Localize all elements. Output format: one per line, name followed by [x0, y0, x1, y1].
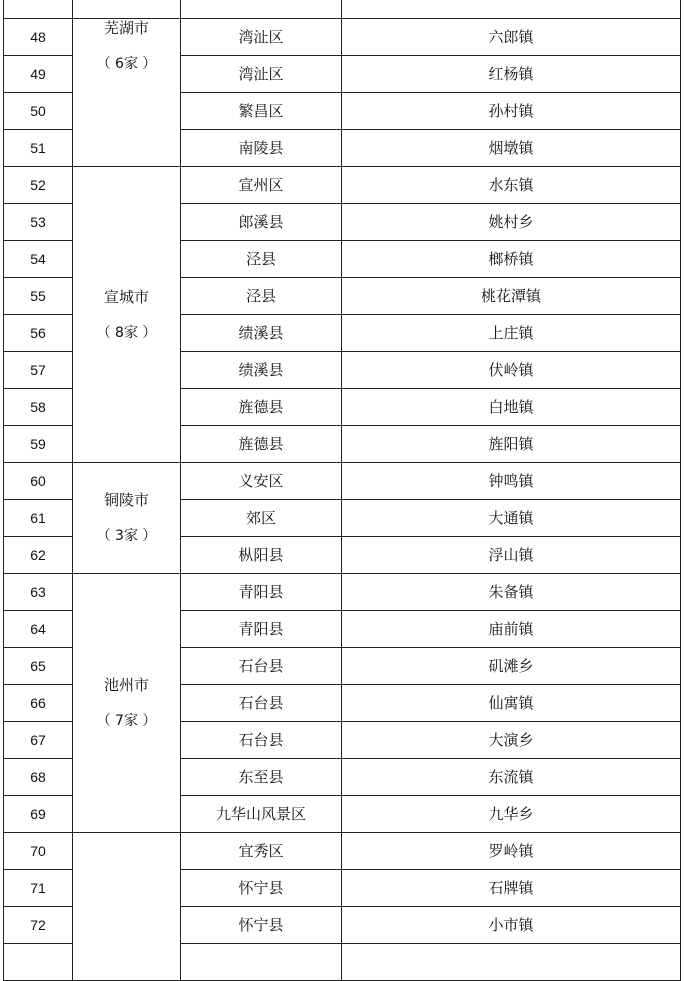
town-list-table-wrapper [3, 0, 680, 981]
row-number: 65 [4, 648, 73, 685]
town-list-table [3, 0, 681, 981]
row-number: 55 [4, 278, 73, 315]
town-cell: 水东镇 [342, 167, 681, 204]
town-cell: 钟鸣镇 [342, 463, 681, 500]
row-number: 52 [4, 167, 73, 204]
table-row [4, 463, 681, 500]
city-count: （ 3家 ） [96, 528, 157, 544]
town-cell: 旌阳镇 [342, 426, 681, 463]
town-cell: 大演乡 [342, 722, 681, 759]
row-number [4, 944, 73, 981]
town-cell: 仙寓镇 [342, 685, 681, 722]
county-cell [181, 0, 342, 19]
city-count: （ 7家 ） [96, 713, 157, 729]
county-cell: 湾沚区 [181, 19, 342, 56]
city-cell-wuhu [73, 19, 181, 167]
row-number: 59 [4, 426, 73, 463]
county-cell: 青阳县 [181, 611, 342, 648]
town-cell: 烟墩镇 [342, 130, 681, 167]
county-cell: 青阳县 [181, 574, 342, 611]
town-cell: 朱备镇 [342, 574, 681, 611]
table-row [4, 833, 681, 870]
county-cell: 绩溪县 [181, 352, 342, 389]
town-cell: 六郎镇 [342, 19, 681, 56]
table-row [4, 574, 681, 611]
county-cell: 南陵县 [181, 130, 342, 167]
town-cell [342, 944, 681, 981]
city-cell-xuancheng [73, 167, 181, 463]
county-cell: 泾县 [181, 241, 342, 278]
town-cell: 大通镇 [342, 500, 681, 537]
county-cell: 旌德县 [181, 426, 342, 463]
county-cell: 湾沚区 [181, 56, 342, 93]
city-cell [73, 0, 181, 19]
town-cell [342, 0, 681, 19]
row-number: 53 [4, 204, 73, 241]
row-number: 49 [4, 56, 73, 93]
town-cell: 九华乡 [342, 796, 681, 833]
county-cell: 繁昌区 [181, 93, 342, 130]
town-cell: 孙村镇 [342, 93, 681, 130]
row-number: 57 [4, 352, 73, 389]
city-cell-tongling [73, 463, 181, 574]
town-cell: 浮山镇 [342, 537, 681, 574]
row-number: 68 [4, 759, 73, 796]
county-cell: 郊区 [181, 500, 342, 537]
city-name: 池州市 [103, 676, 149, 694]
row-number [4, 0, 73, 19]
town-cell: 小市镇 [342, 907, 681, 944]
row-number: 63 [4, 574, 73, 611]
county-cell: 枞阳县 [181, 537, 342, 574]
county-cell: 九华山风景区 [181, 796, 342, 833]
county-cell: 东至县 [181, 759, 342, 796]
town-cell: 庙前镇 [342, 611, 681, 648]
row-number: 48 [4, 19, 73, 56]
town-cell: 矶滩乡 [342, 648, 681, 685]
row-number: 69 [4, 796, 73, 833]
table-row-partial-top [4, 0, 681, 19]
city-count: （ 8家 ） [96, 324, 157, 341]
town-cell: 东流镇 [342, 759, 681, 796]
row-number: 58 [4, 389, 73, 426]
row-number: 72 [4, 907, 73, 944]
row-number: 56 [4, 315, 73, 352]
county-cell: 宜秀区 [181, 833, 342, 870]
town-cell: 伏岭镇 [342, 352, 681, 389]
row-number: 67 [4, 722, 73, 759]
town-cell: 姚村乡 [342, 204, 681, 241]
city-count: （ 6家 ） [96, 56, 157, 72]
row-number: 64 [4, 611, 73, 648]
county-cell: 石台县 [181, 648, 342, 685]
county-cell: 绩溪县 [181, 315, 342, 352]
county-cell: 怀宁县 [181, 907, 342, 944]
county-cell: 义安区 [181, 463, 342, 500]
county-cell: 旌德县 [181, 389, 342, 426]
town-cell: 榔桥镇 [342, 241, 681, 278]
row-number: 71 [4, 870, 73, 907]
county-cell: 郎溪县 [181, 204, 342, 241]
town-cell: 桃花潭镇 [342, 278, 681, 315]
city-name: 铜陵市 [103, 491, 149, 509]
table-row [4, 167, 681, 204]
county-cell [181, 944, 342, 981]
county-cell: 石台县 [181, 685, 342, 722]
row-number: 50 [4, 93, 73, 130]
row-number: 61 [4, 500, 73, 537]
row-number: 51 [4, 130, 73, 167]
row-number: 70 [4, 833, 73, 870]
county-cell: 泾县 [181, 278, 342, 315]
row-number: 66 [4, 685, 73, 722]
town-cell: 红杨镇 [342, 56, 681, 93]
city-cell-next [73, 833, 181, 981]
row-number: 62 [4, 537, 73, 574]
county-cell: 宣州区 [181, 167, 342, 204]
city-name: 宣城市 [103, 287, 149, 306]
town-cell: 石牌镇 [342, 870, 681, 907]
town-cell: 上庄镇 [342, 315, 681, 352]
town-cell: 白地镇 [342, 389, 681, 426]
county-cell: 怀宁县 [181, 870, 342, 907]
table-row [4, 19, 681, 56]
city-cell-chizhou [73, 574, 181, 833]
town-cell: 罗岭镇 [342, 833, 681, 870]
county-cell: 石台县 [181, 722, 342, 759]
row-number: 54 [4, 241, 73, 278]
city-name: 芜湖市 [103, 19, 149, 37]
row-number: 60 [4, 463, 73, 500]
